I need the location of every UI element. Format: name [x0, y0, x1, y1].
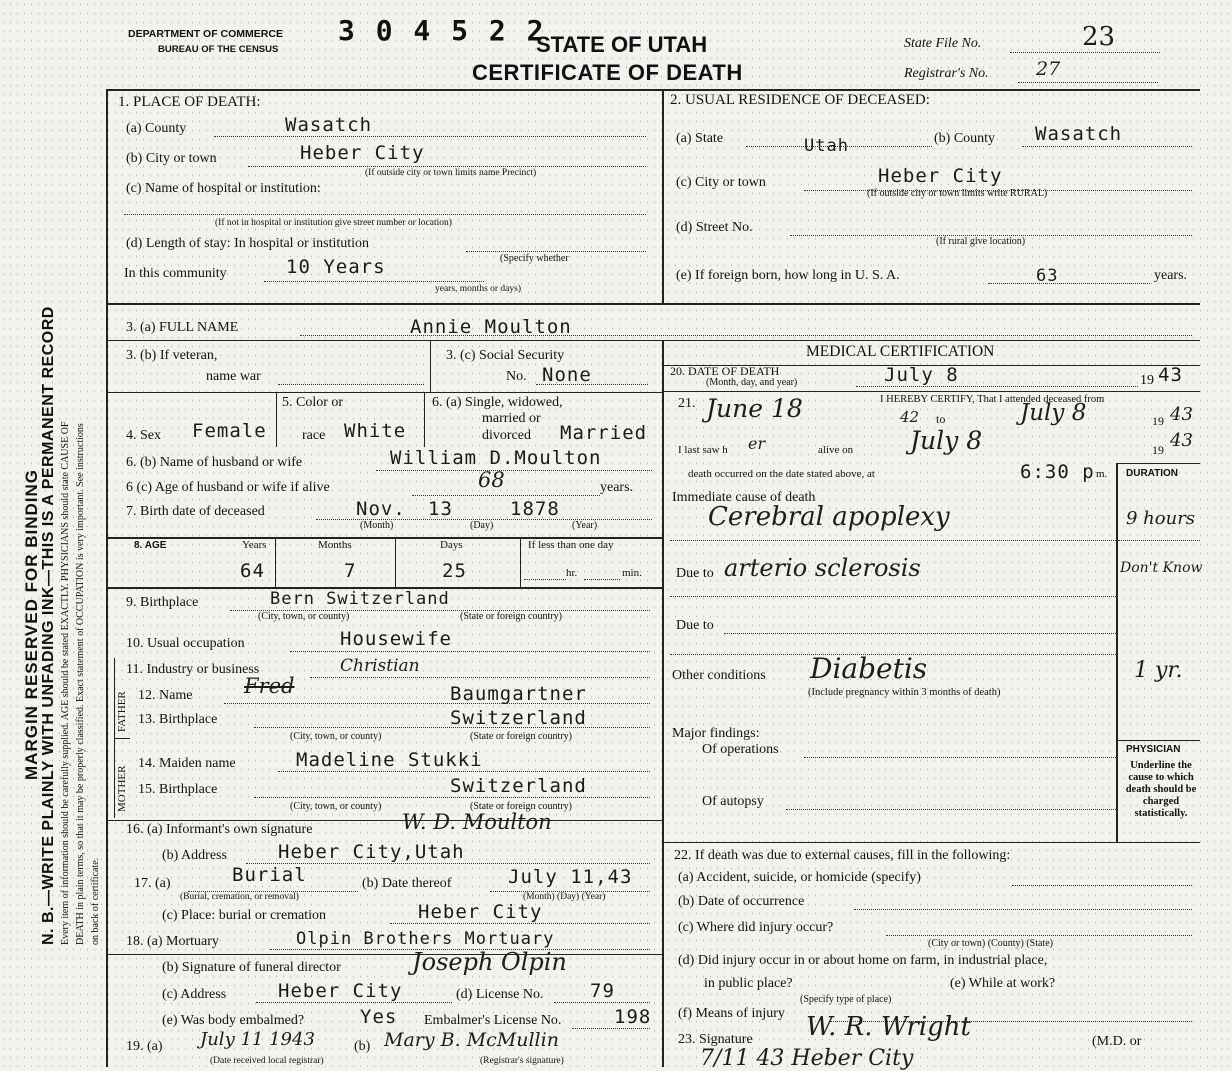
father-birthplace-value: Switzerland: [450, 707, 587, 729]
mother-birthplace-label: 15. Birthplace: [138, 782, 218, 797]
certify-number: 21.: [678, 396, 696, 411]
embalmed-value: Yes: [360, 1006, 398, 1028]
age-years-value: 64: [240, 560, 265, 582]
informant-signature-value: W. D. Moulton: [402, 810, 552, 834]
res-city-label: (c) City or town: [676, 175, 766, 190]
embalmer-license-value: 198: [614, 1006, 652, 1028]
occupation-value: Housewife: [340, 628, 452, 650]
informant-address-value: Heber City,Utah: [278, 841, 465, 863]
birth-date-label: 7. Birth date of deceased: [126, 504, 265, 519]
other-conditions-note: (Include pregnancy within 3 months of death): [808, 687, 1001, 698]
attended-from-value: June 18: [706, 394, 803, 423]
of-autopsy-label: Of autopsy: [702, 794, 764, 809]
date-received-value: July 11 1943: [200, 1029, 315, 1050]
department-label: DEPARTMENT OF COMMERCE: [128, 28, 283, 40]
registrar-number-label: Registrar's No.: [904, 66, 989, 81]
pod-county-label: (a) County: [126, 121, 187, 136]
date-of-death-year: 43: [1158, 364, 1183, 386]
public-place-label: in public place?: [704, 976, 793, 991]
occurrence-date-label: (b) Date of occurrence: [678, 894, 805, 909]
pod-hospital-label: (c) Name of hospital or institution:: [126, 181, 321, 196]
embalmed-label: (e) Was body embalmed?: [162, 1013, 305, 1028]
age-months-header: Months: [318, 539, 352, 551]
res-foreign-value: 63: [1036, 266, 1059, 286]
age-lessday-header: If less than one day: [528, 539, 614, 551]
alive-on-year: 43: [1170, 430, 1193, 451]
age-min-label: min.: [622, 567, 642, 579]
spouse-name-value: William D.Moulton: [390, 447, 602, 469]
mortuary-value: Olpin Brothers Mortuary: [296, 929, 555, 949]
res-city-value: Heber City: [878, 165, 1003, 187]
injury-home-label: (d) Did injury occur in or about home on farm, in industrial place,: [678, 953, 1048, 968]
date-of-death-note: (Month, day, and year): [706, 377, 798, 388]
pod-county-value: Wasatch: [285, 114, 373, 136]
due-to-1-duration: Don't Know: [1120, 560, 1203, 576]
physician-header: PHYSICIAN: [1126, 744, 1181, 755]
pod-community-value: 10 Years: [286, 256, 386, 278]
res-county-label: (b) County: [934, 131, 996, 146]
veteran-label: 3. (b) If veteran,: [126, 348, 218, 363]
marital-value: Married: [560, 422, 648, 444]
last-saw-pronoun: er: [748, 434, 766, 453]
residence-heading: 2. USUAL RESIDENCE OF DECEASED:: [670, 92, 930, 108]
place-type-note: (Specify type of place): [800, 994, 892, 1005]
birthplace-value: Bern Switzerland: [270, 589, 450, 609]
birth-year-value: 1878: [510, 498, 560, 520]
registrar-signature-note: (Registrar's signature): [480, 1056, 564, 1066]
sex-label: 4. Sex: [126, 428, 161, 443]
pod-community-label: In this community: [124, 266, 227, 281]
margin-binding-text: MARGIN RESERVED FOR BINDING: [22, 469, 41, 780]
burial-place-label: (c) Place: burial or cremation: [162, 908, 327, 923]
marital-label: 6. (a) Single, widowed,: [432, 395, 563, 410]
margin-instructions-3: on back of certificate.: [90, 857, 101, 945]
pod-specify-note: (Specify whether: [500, 253, 569, 264]
spouse-age-value: 68: [478, 468, 505, 492]
age-label: 8. AGE: [134, 540, 167, 551]
burial-value: Burial: [232, 864, 307, 886]
alive-on-label: alive on: [818, 444, 854, 456]
registrar-signature-value: Mary B. McMullin: [384, 1029, 559, 1051]
spouse-name-label: 6. (b) Name of husband or wife: [126, 455, 303, 470]
mother-birthplace-note-1: (City, town, or county): [290, 801, 382, 812]
res-street-note: (If rural give location): [936, 236, 1026, 247]
md-label: (M.D. or: [1092, 1034, 1142, 1049]
last-saw-label: I last saw h: [678, 444, 728, 456]
major-findings-label: Major findings:: [672, 726, 760, 741]
certificate-title: CERTIFICATE OF DEATH: [472, 60, 743, 85]
death-time-m: m.: [1096, 468, 1108, 480]
date-of-death-year-prefix: 19: [1140, 373, 1154, 388]
veteran-war-label: name war: [206, 369, 261, 384]
mother-label: MOTHER: [116, 765, 128, 812]
ss-label: 3. (c) Social Security: [446, 348, 565, 363]
marital-label-2: married or: [482, 411, 541, 426]
father-name-label: 12. Name: [138, 688, 193, 703]
res-years-label: years.: [1154, 268, 1188, 283]
spouse-age-label: 6 (c) Age of husband or wife if alive: [126, 480, 330, 495]
attended-to-label: to: [936, 412, 946, 426]
father-label: FATHER: [116, 691, 128, 732]
date-received-label: 19. (a): [126, 1039, 163, 1054]
state-file-label: State File No.: [904, 36, 982, 51]
mother-name-label: 14. Maiden name: [138, 756, 236, 771]
mother-birthplace-note-2: (State or foreign country): [470, 801, 572, 812]
medical-heading: MEDICAL CERTIFICATION: [806, 343, 995, 360]
accident-label: (a) Accident, suicide, or homicide (specify): [678, 870, 921, 885]
physician-signature-value: W. R. Wright: [806, 1012, 971, 1042]
date-of-death-label: 20. DATE OF DEATH: [670, 364, 780, 378]
father-name-insert: Christian: [340, 656, 420, 676]
funeral-director-signature: Joseph Olpin: [412, 948, 567, 976]
registrar-number-value: 27: [1036, 58, 1061, 80]
res-state-label: (a) State: [676, 131, 724, 146]
race-value: White: [344, 420, 407, 442]
res-state-value: Utah: [804, 136, 849, 156]
due-to-2-label: Due to: [676, 618, 714, 633]
license-label: (d) License No.: [456, 987, 544, 1002]
sex-value: Female: [192, 420, 267, 442]
pod-city-value: Heber City: [300, 142, 425, 164]
mother-name-value: Madeline Stukki: [296, 749, 483, 771]
certify-text: I HEREBY CERTIFY, That I attended deceased from: [880, 394, 1105, 405]
pod-units-note: years, months or days): [435, 284, 522, 294]
means-of-injury-label: (f) Means of injury: [678, 1006, 785, 1021]
occupation-label: 10. Usual occupation: [126, 636, 245, 651]
margin-instructions-2: DEATH in plain terms, so that it may be properly classified. Exact statement of OCCUPATION is very important. See instructions: [75, 423, 86, 945]
state-file-value: 23: [1082, 22, 1116, 52]
race-label: race: [302, 428, 326, 443]
serial-number: 3 0 4 5 2 2: [338, 14, 546, 47]
other-conditions-label: Other conditions: [672, 668, 766, 683]
birthplace-label: 9. Birthplace: [126, 595, 199, 610]
birth-year-note: (Year): [572, 520, 598, 531]
alive-on-value: July 8: [910, 426, 983, 455]
duration-header: DURATION: [1126, 468, 1179, 479]
pod-stay-label: (d) Length of stay: In hospital or institution: [126, 236, 370, 251]
age-hr-label: hr.: [566, 567, 578, 579]
due-to-1-label: Due to: [676, 566, 714, 581]
burial-date-label: (b) Date thereof: [362, 876, 452, 891]
funeral-address-label: (c) Address: [162, 987, 227, 1002]
margin-permanent-record-text: N. B.—WRITE PLAINLY WITH UNFADING INK—THIS IS A PERMANENT RECORD: [40, 306, 57, 945]
father-birthplace-label: 13. Birthplace: [138, 712, 218, 727]
father-birthplace-note-2: (State or foreign country): [470, 731, 572, 742]
while-at-work-label: (e) While at work?: [950, 976, 1056, 991]
age-months-value: 7: [344, 560, 357, 582]
date-of-death-value: July 8: [884, 364, 959, 386]
pod-hospital-note: (If not in hospital or institution give street number or location): [215, 218, 452, 228]
father-birthplace-note-1: (City, town, or county): [290, 731, 382, 742]
license-value: 79: [590, 980, 615, 1002]
bureau-label: BUREAU OF THE CENSUS: [158, 44, 279, 55]
physician-note: Underline the cause to which death should be charged statistically.: [1125, 760, 1197, 819]
death-occurred-label: death occurred on the date stated above, at: [688, 468, 875, 480]
bottom-date-value: 7/11 43 Heber City: [700, 1046, 914, 1071]
attended-from-year: 42: [900, 408, 920, 426]
alive-on-year-prefix: 19: [1152, 443, 1164, 457]
immediate-cause-duration: 9 hours: [1126, 508, 1196, 529]
industry-label: 11. Industry or business: [126, 662, 260, 677]
spouse-years-label: years.: [600, 480, 634, 495]
father-name-value: Baumgartner: [450, 683, 587, 705]
embalmer-license-label: Embalmer's License No.: [424, 1013, 562, 1028]
immediate-cause-value: Cerebral apoplexy: [708, 502, 950, 532]
res-county-value: Wasatch: [1035, 123, 1123, 145]
birth-day-value: 13: [428, 498, 453, 520]
informant-signature-label: 16. (a) Informant's own signature: [126, 822, 313, 837]
ss-value: None: [542, 364, 592, 386]
injury-where-label: (c) Where did injury occur?: [678, 920, 834, 935]
age-days-value: 25: [442, 560, 467, 582]
birth-day-note: (Day): [470, 520, 494, 531]
age-years-header: Years: [242, 539, 267, 551]
pod-city-note: (If outside city or town limits name Precinct): [365, 168, 537, 178]
state-title: STATE OF UTAH: [536, 32, 708, 57]
date-received-note: (Date received local registrar): [210, 1056, 324, 1066]
death-time-value: 6:30 p: [1020, 461, 1095, 483]
full-name-label: 3. (a) FULL NAME: [126, 320, 239, 335]
funeral-director-label: (b) Signature of funeral director: [162, 960, 341, 975]
birth-month-value: Nov.: [356, 498, 406, 520]
burial-place-value: Heber City: [418, 901, 543, 923]
full-name-value: Annie Moulton: [410, 316, 572, 338]
burial-label: 17. (a): [134, 876, 171, 891]
res-city-note: (If outside city or town limits write RURAL): [867, 188, 1048, 199]
attended-to-year-prefix: 19: [1152, 414, 1164, 428]
margin-instructions-1: Every item of information should be carefully supplied. AGE should be stated EXACTLY. PHYSICIANS should state CAUSE OF: [60, 421, 71, 945]
attended-to-value: July 8: [1020, 400, 1087, 426]
place-of-death-heading: 1. PLACE OF DEATH:: [118, 94, 261, 110]
immediate-cause-label: Immediate cause of death: [672, 490, 816, 505]
ss-no-label: No.: [506, 369, 527, 384]
pod-city-label: (b) City or town: [126, 151, 217, 166]
other-conditions-duration: 1 yr.: [1134, 658, 1183, 683]
due-to-1-value: arterio sclerosis: [724, 554, 921, 582]
birthplace-note-2: (State or foreign country): [460, 611, 562, 622]
father-name-struck: Fred: [244, 674, 295, 698]
birth-month-note: (Month): [360, 520, 394, 531]
physician-signature-label: 23. Signature: [678, 1032, 753, 1047]
res-foreign-label: (e) If foreign born, how long in U. S. A.: [676, 268, 900, 283]
of-operations-label: Of operations: [702, 742, 779, 757]
attended-to-year: 43: [1170, 404, 1193, 425]
funeral-address-value: Heber City: [278, 980, 403, 1002]
color-label: 5. Color or: [282, 395, 344, 410]
res-street-label: (d) Street No.: [676, 220, 753, 235]
burial-date-value: July 11,43: [508, 866, 633, 888]
birthplace-note-1: (City, town, or county): [258, 611, 350, 622]
marital-label-3: divorced: [482, 428, 531, 443]
other-conditions-value: Diabetis: [810, 652, 928, 685]
mortuary-label: 18. (a) Mortuary: [126, 934, 219, 949]
burial-note: (Burial, cremation, or removal): [180, 892, 299, 902]
external-causes-label: 22. If death was due to external causes, fill in the following:: [674, 848, 1011, 863]
informant-address-label: (b) Address: [162, 848, 227, 863]
mother-birthplace-value: Switzerland: [450, 775, 587, 797]
registrar-signature-label: (b): [354, 1039, 371, 1054]
injury-where-note: (City or town) (County) (State): [928, 938, 1053, 949]
age-days-header: Days: [440, 539, 463, 551]
burial-date-note: (Month) (Day) (Year): [523, 892, 606, 902]
